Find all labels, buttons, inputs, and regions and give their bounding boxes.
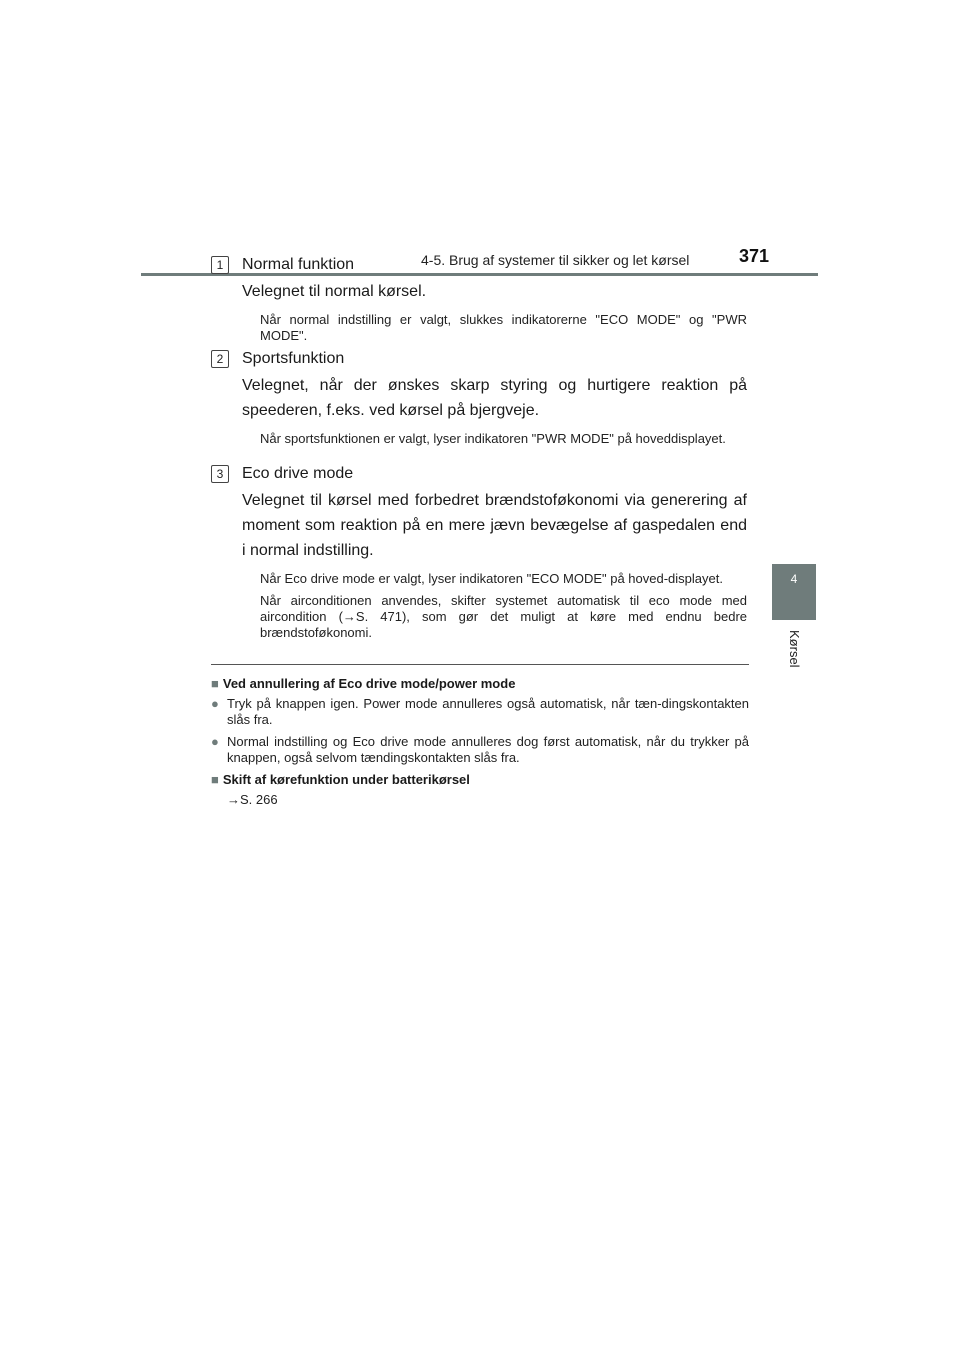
page-number: 371 [739, 246, 770, 266]
section-title: 4-5. Brug af systemer til sikker og let kørsel [421, 252, 690, 268]
item-number-badge: 2 [211, 350, 229, 368]
item-title: Normal funktion [242, 256, 355, 273]
item-title: Eco drive mode [242, 465, 354, 482]
note-bullet [211, 696, 749, 728]
item-note: Når airconditionen anvendes, skifter systemet automatisk til eco mode med aircondition (→S. 471), som gør det muligt at køre med endnu bedre brændstoføkonomi. [260, 593, 747, 640]
note-bullet-text: Normal indstilling og Eco drive mode annulleres dog først automatisk, når du trykker på knappen, også selvom tændingskontakten slås fra. [227, 734, 749, 765]
chapter-number: 4 [790, 572, 798, 586]
item-number-badge: 3 [211, 465, 229, 483]
mode-item-eco [211, 463, 747, 641]
item-description: Velegnet til kørsel med forbedret brændstoføkonomi via generering af moment som reaktion på en mere jævn bevægelse af gaspedalen end i normal indstilling. [242, 492, 747, 559]
page-reference-link[interactable]: →S. 266 [227, 792, 278, 807]
item-description: Velegnet til normal kørsel. [242, 283, 427, 300]
item-description: Velegnet, når der ønskes skarp styring og hurtigere reaktion på speederen, f.eks. ved kørsel på bjergveje. [242, 377, 747, 419]
note-heading-text: Skift af kørefunktion under batterikørsel [222, 772, 470, 787]
mode-item-sport [211, 348, 747, 447]
note-heading-text: Ved annullering af Eco drive mode/power mode [222, 676, 516, 691]
item-note: Når Eco drive mode er valgt, lyser indikatoren "ECO MODE" på hoved-displayet. [260, 571, 723, 586]
square-bullet-icon: ■ [211, 772, 219, 787]
circle-bullet-icon: ● [211, 696, 219, 711]
item-note: Når normal indstilling er valgt, slukkes indikatorerne "ECO MODE" og "PWR MODE". [260, 312, 747, 343]
square-bullet-icon: ■ [211, 676, 219, 691]
chapter-label: Kørsel [787, 630, 802, 668]
item-number-badge: 1 [211, 256, 229, 274]
circle-bullet-icon: ● [211, 734, 219, 749]
note-heading [211, 772, 749, 788]
note-heading [211, 676, 749, 692]
mode-item-normal [211, 254, 747, 344]
section-divider [211, 664, 749, 665]
note-bullet-text: Tryk på knappen igen. Power mode annulleres også automatisk, når tæn-dingskontakten slås fra. [227, 696, 749, 727]
note-bullet [211, 734, 749, 766]
notes-section [211, 676, 749, 808]
chapter-tab[interactable] [772, 564, 816, 620]
item-note: Når sportsfunktionen er valgt, lyser indikatoren "PWR MODE" på hoveddisplayet. [260, 431, 726, 446]
item-title: Sportsfunktion [242, 350, 345, 367]
